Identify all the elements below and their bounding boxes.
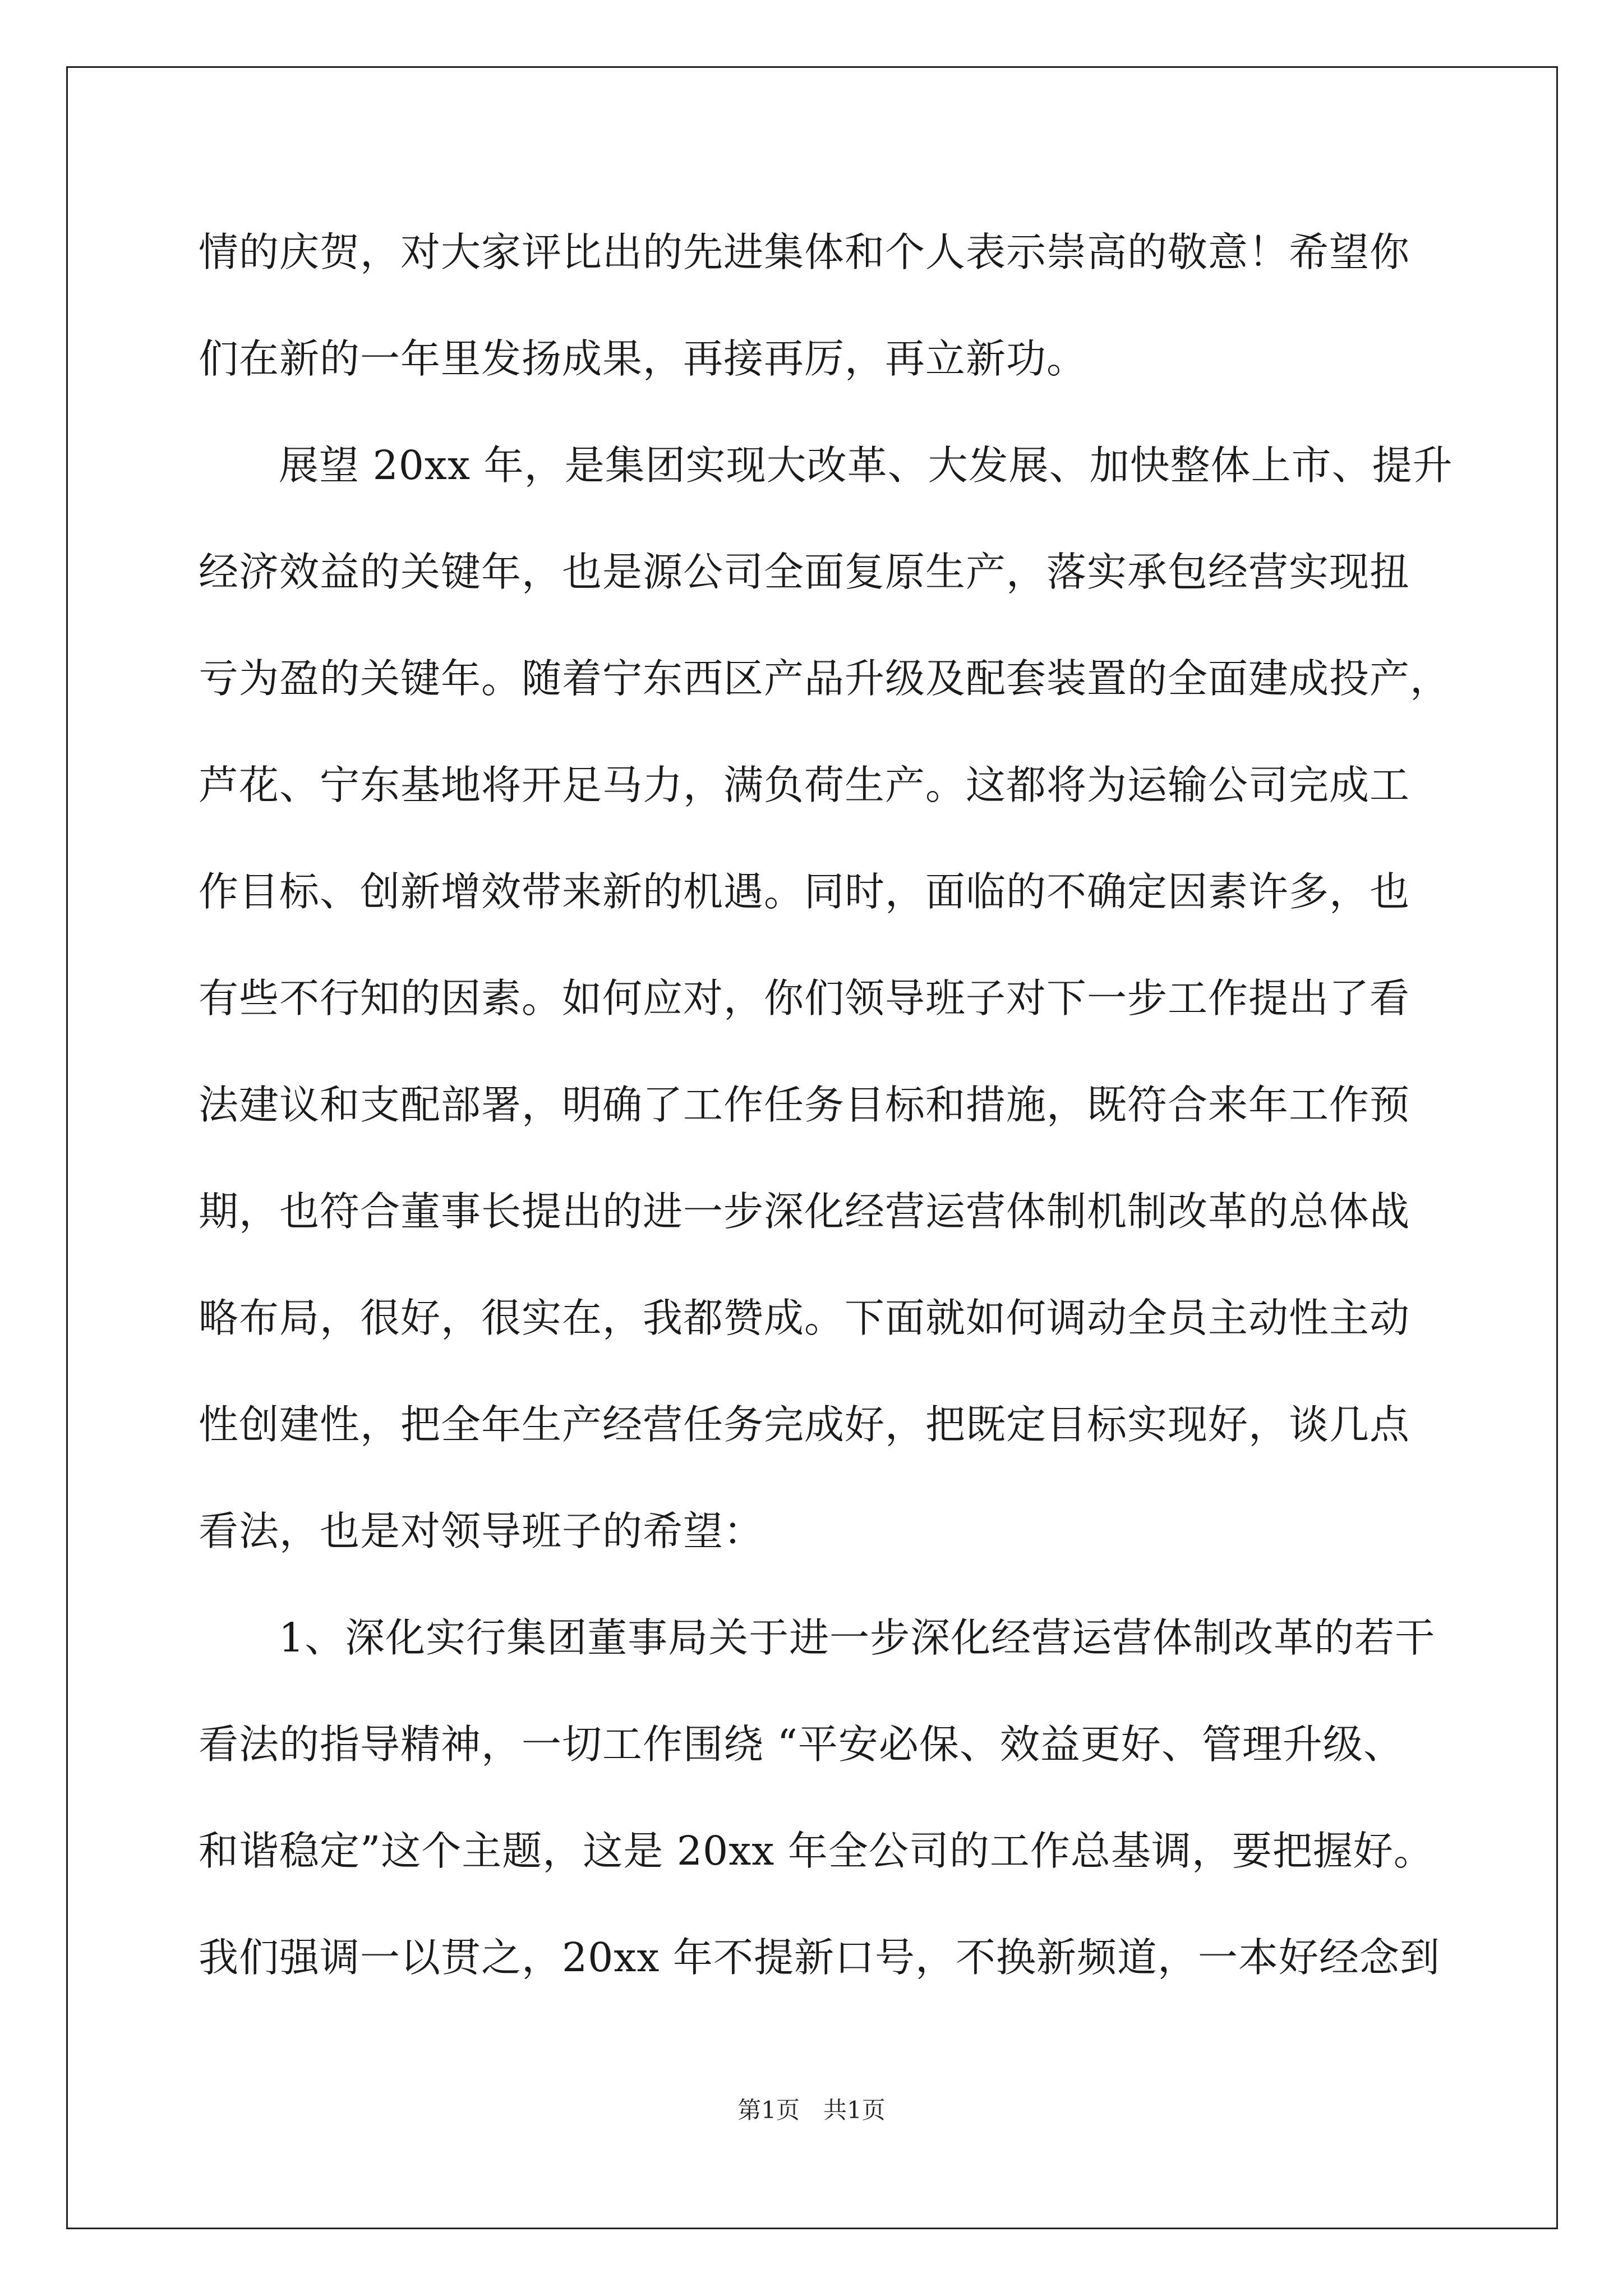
body-line-3: 展望 20xx 年，是集团实现大改革、大发展、加快整体上市、提升 [279,442,1453,489]
body-line-7: 作目标、创新增效带来新的机遇。同时，面临的不确定因素许多，也 [199,868,1410,915]
body-line-14: 1、深化实行集团董事局关于进一步深化经营运营体制改革的若干 [279,1614,1436,1661]
body-line-6: 芦花、宁东基地将开足马力，满负荷生产。这都将为运输公司完成工 [199,762,1410,808]
body-line-4: 经济效益的关键年，也是源公司全面复原生产，落实承包经营实现扭 [199,549,1410,595]
body-line-11: 略布局，很好，很实在，我都赞成。下面就如何调动全员主动性主动 [199,1295,1410,1341]
body-line-5: 亏为盈的关键年。随着宁东西区产品升级及配套装置的全面建成投产， [199,655,1451,702]
body-line-15: 看法的指导精神，一切工作围绕 “平安必保、效益更好、管理升级、 [199,1721,1404,1768]
body-line-2: 们在新的一年里发扬成果，再接再厉，再立新功。 [199,335,1087,382]
body-line-9: 法建议和支配部署，明确了工作任务目标和措施，既符合来年工作预 [199,1082,1410,1128]
page-border [66,66,1558,2229]
body-line-8: 有些不行知的因素。如何应对，你们领导班子对下一步工作提出了看 [199,975,1410,1022]
body-line-12: 性创建性，把全年生产经营任务完成好，把既定目标实现好，谈几点 [199,1401,1410,1448]
body-line-16: 和谐稳定”这个主题，这是 20xx 年全公司的工作总基调，要把握好。 [199,1828,1434,1874]
body-line-13: 看法，也是对领导班子的希望： [199,1508,764,1554]
body-line-10: 期，也符合董事长提出的进一步深化经营运营体制机制改革的总体战 [199,1188,1410,1235]
body-line-1: 情的庆贺，对大家评比出的先进集体和个人表示崇高的敬意！希望你 [199,229,1410,275]
body-line-17: 我们强调一以贯之，20xx 年不提新口号，不换新频道，一本好经念到 [199,1934,1440,1981]
page-footer: 第1页 共1页 [737,2096,886,2124]
